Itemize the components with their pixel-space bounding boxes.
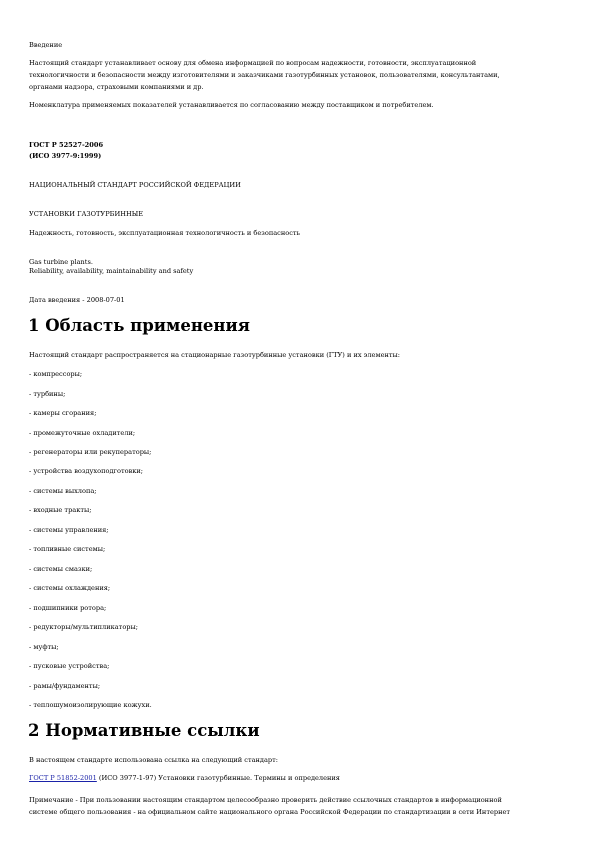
reference-description: (ИСО 3977-1-97) Установки газотурбинные. Термины и определения <box>96 774 340 782</box>
list-item: - муфты; <box>29 643 59 651</box>
list-item: - рамы/фундаменты; <box>29 682 101 690</box>
section-1-heading: 1 Область применения <box>28 316 250 335</box>
list-item: - теплошумоизолирующие кожухи. <box>29 701 152 709</box>
section-2-lead: В настоящем стандарте использована ссылка на следующий стандарт: <box>29 756 279 764</box>
standard-subtitle-ru: Надежность, готовность, эксплуатационная технологичность и безопасность <box>29 229 301 237</box>
gost-reference-link[interactable]: ГОСТ Р 51852-2001 <box>29 774 97 782</box>
list-item: - регенераторы или рекуператоры; <box>29 448 152 456</box>
gost-designation: ГОСТ Р 52527-2006 <box>29 141 104 149</box>
list-item: - системы выхлопа; <box>29 487 97 495</box>
intro-paragraph: Номенклатура применяемых показателей устанавливается по согласованию между поставщиком и потребителем. <box>29 101 434 109</box>
list-item: - компрессоры; <box>29 370 83 378</box>
intro-paragraph-line: органами надзора, страховыми компаниями и др. <box>29 83 204 91</box>
list-item: - топливные системы; <box>29 545 106 553</box>
standard-title-ru: УСТАНОВКИ ГАЗОТУРБИННЫЕ <box>29 210 144 218</box>
list-item: - промежуточные охладители; <box>29 429 136 437</box>
list-item: - входные тракты; <box>29 506 92 514</box>
list-item: - камеры сгорания; <box>29 409 97 417</box>
list-item: - системы охлаждения; <box>29 584 111 592</box>
list-item: - устройства воздухоподготовки; <box>29 467 144 475</box>
list-item: - системы смазки; <box>29 565 93 573</box>
standard-title-en: Gas turbine plants. <box>29 258 93 266</box>
list-item: - системы управления; <box>29 526 109 534</box>
note-line: Примечание - При пользовании настоящим стандартом целесообразно проверить действие ссылочных стандартов в информационной <box>29 796 502 804</box>
introduction-date: Дата введения - 2008-07-01 <box>29 296 125 304</box>
section-2-heading: 2 Нормативные ссылки <box>28 721 260 740</box>
section-1-lead: Настоящий стандарт распространяется на стационарные газотурбинные установки (ГТУ) и их элементы: <box>29 351 400 359</box>
iso-designation: (ИСО 3977-9:1999) <box>29 152 102 160</box>
list-item: - турбины; <box>29 390 66 398</box>
list-item: - пусковые устройства; <box>29 662 110 670</box>
intro-paragraph-line: технологичности и безопасности между изготовителями и заказчиками газотурбинных установок, пользователями, консультантами, <box>29 71 500 79</box>
intro-paragraph-line: Настоящий стандарт устанавливает основу для обмена информацией по вопросам надежности, готовности, эксплуатационной <box>29 59 477 67</box>
standard-title-en: Reliability, availability, maintainability and safety <box>29 267 194 275</box>
intro-heading: Введение <box>29 41 63 49</box>
list-item: - редукторы/мультипликаторы; <box>29 623 138 631</box>
note-line: системе общего пользования - на официальном сайте национального органа Российской Федерации по стандартизации в сети Интернет <box>29 808 511 816</box>
normative-reference <box>29 774 340 782</box>
list-item: - подшипники ротора; <box>29 604 107 612</box>
national-standard-label: НАЦИОНАЛЬНЫЙ СТАНДАРТ РОССИЙСКОЙ ФЕДЕРАЦИИ <box>29 181 241 189</box>
